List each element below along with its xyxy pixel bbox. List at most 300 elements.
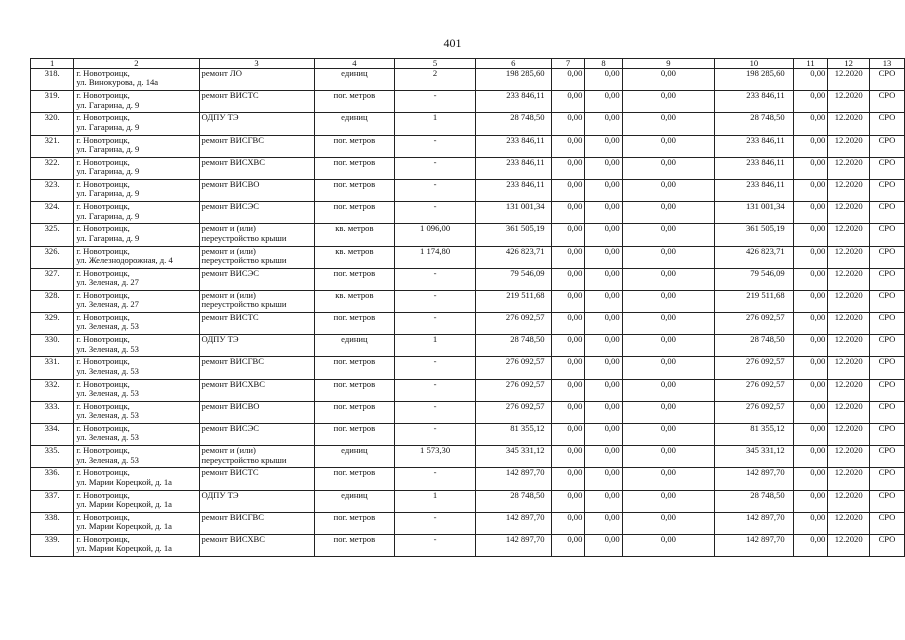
- owner-funds-cell: 28 748,50: [715, 113, 793, 135]
- address-cell: [74, 157, 199, 179]
- owner-funds-cell: 361 505,19: [715, 224, 793, 246]
- total-cost-cell: 233 846,11: [475, 179, 551, 201]
- work-type-cell: [199, 357, 314, 379]
- deadline-cell: 12.2020: [828, 468, 870, 490]
- unit-cell: единиц: [314, 490, 395, 512]
- address-street: ул. Зеленая, д. 53: [76, 343, 139, 354]
- unit-cell: пог. метров: [314, 157, 395, 179]
- work-type-cell: [199, 490, 314, 512]
- address-city: г. Новотроицк,: [76, 112, 130, 123]
- work-type-line1: ремонт и (или): [201, 223, 256, 234]
- fund-cell: 0,00: [622, 246, 715, 268]
- work-type-cell: [199, 69, 314, 91]
- total-cost-cell: 361 505,19: [475, 224, 551, 246]
- address-city: г. Новотроицк,: [76, 379, 130, 389]
- fund-cell: 0,00: [585, 401, 622, 423]
- fund-cell: 0,00: [622, 424, 715, 446]
- fund-cell: 0,00: [622, 91, 715, 113]
- work-type-cell: [199, 446, 314, 468]
- work-type-line1: ремонт ВИСЭС: [201, 201, 259, 212]
- fund-cell: 0,00: [622, 224, 715, 246]
- total-cost-cell: 233 846,11: [475, 91, 551, 113]
- owner-funds-cell: 142 897,70: [715, 468, 793, 490]
- work-type-cell: [199, 512, 314, 534]
- fund-cell: 0,00: [551, 424, 585, 446]
- column-number-row: [31, 59, 905, 69]
- address-street: ул. Зеленая, д. 27: [76, 277, 139, 288]
- work-type-line2: переустройство крыши: [201, 232, 287, 243]
- method-cell: СРО: [869, 401, 904, 423]
- work-type-line1: ОДПУ ТЭ: [201, 112, 239, 123]
- method-cell: СРО: [869, 290, 904, 312]
- total-cost-cell: 219 511,68: [475, 290, 551, 312]
- quantity-cell: -: [395, 179, 476, 201]
- column-number: 1: [31, 59, 74, 69]
- fund-cell: 0,00: [551, 357, 585, 379]
- work-type-cell: [199, 224, 314, 246]
- deadline-cell: 12.2020: [828, 357, 870, 379]
- method-cell: СРО: [869, 157, 904, 179]
- total-cost-cell: 28 748,50: [475, 335, 551, 357]
- row-number: 324.: [31, 202, 74, 224]
- quantity-cell: 1: [395, 335, 476, 357]
- fund-cell: 0,00: [585, 313, 622, 335]
- method-cell: СРО: [869, 69, 904, 91]
- fund-cell: 0,00: [551, 157, 585, 179]
- work-type-cell: [199, 424, 314, 446]
- fund-cell: 0,00: [622, 534, 715, 556]
- work-type-cell: [199, 91, 314, 113]
- address-cell: [74, 468, 199, 490]
- address-city: г. Новотроицк,: [76, 512, 130, 522]
- fund-cell: 0,00: [622, 268, 715, 290]
- address-cell: [74, 357, 199, 379]
- total-cost-cell: 276 092,57: [475, 357, 551, 379]
- deadline-cell: 12.2020: [828, 69, 870, 91]
- method-cell: СРО: [869, 357, 904, 379]
- address-city: г. Новотроицк,: [76, 135, 130, 145]
- fund-cell: 0,00: [585, 490, 622, 512]
- quantity-cell: 1 174,80: [395, 246, 476, 268]
- unit-cell: пог. метров: [314, 91, 395, 113]
- work-type-line2: переустройство крыши: [201, 299, 287, 310]
- address-city: г. Новотроицк,: [76, 157, 130, 167]
- deadline-cell: 12.2020: [828, 401, 870, 423]
- fund-cell: 0,00: [793, 290, 828, 312]
- fund-cell: 0,00: [585, 179, 622, 201]
- row-number: 325.: [31, 224, 74, 246]
- address-cell: [74, 224, 199, 246]
- work-type-line1: ремонт ВИСТС: [201, 90, 259, 101]
- address-street: ул. Марии Корецкой, д. 1а: [76, 476, 172, 487]
- quantity-cell: -: [395, 268, 476, 290]
- row-number: 336.: [31, 468, 74, 490]
- fund-cell: 0,00: [622, 290, 715, 312]
- fund-cell: 0,00: [551, 69, 585, 91]
- work-type-line1: ремонт ВИСХВС: [201, 157, 266, 167]
- method-cell: СРО: [869, 135, 904, 157]
- quantity-cell: -: [395, 534, 476, 556]
- fund-cell: 0,00: [622, 357, 715, 379]
- fund-cell: 0,00: [585, 512, 622, 534]
- fund-cell: 0,00: [585, 202, 622, 224]
- method-cell: СРО: [869, 468, 904, 490]
- fund-cell: 0,00: [551, 290, 585, 312]
- row-number: 328.: [31, 290, 74, 312]
- row-number: 339.: [31, 534, 74, 556]
- address-cell: [74, 401, 199, 423]
- fund-cell: 0,00: [622, 512, 715, 534]
- quantity-cell: -: [395, 379, 476, 401]
- unit-cell: пог. метров: [314, 202, 395, 224]
- table-row: [31, 446, 905, 468]
- address-city: г. Новотроицк,: [76, 68, 130, 78]
- address-street: ул. Зеленая, д. 53: [76, 321, 139, 332]
- unit-cell: пог. метров: [314, 313, 395, 335]
- deadline-cell: 12.2020: [828, 512, 870, 534]
- total-cost-cell: 198 285,60: [475, 69, 551, 91]
- address-cell: [74, 335, 199, 357]
- fund-cell: 0,00: [585, 69, 622, 91]
- owner-funds-cell: 345 331,12: [715, 446, 793, 468]
- row-number: 333.: [31, 401, 74, 423]
- fund-cell: 0,00: [793, 335, 828, 357]
- unit-cell: пог. метров: [314, 357, 395, 379]
- deadline-cell: 12.2020: [828, 490, 870, 512]
- address-street: ул. Зеленая, д. 53: [76, 365, 139, 376]
- fund-cell: 0,00: [793, 202, 828, 224]
- fund-cell: 0,00: [585, 135, 622, 157]
- work-type-cell: [199, 313, 314, 335]
- address-city: г. Новотроицк,: [76, 201, 130, 212]
- unit-cell: пог. метров: [314, 534, 395, 556]
- deadline-cell: 12.2020: [828, 335, 870, 357]
- fund-cell: 0,00: [551, 224, 585, 246]
- address-cell: [74, 268, 199, 290]
- work-type-cell: [199, 135, 314, 157]
- fund-cell: 0,00: [585, 157, 622, 179]
- unit-cell: единиц: [314, 113, 395, 135]
- fund-cell: 0,00: [551, 268, 585, 290]
- fund-cell: 0,00: [622, 313, 715, 335]
- work-type-line1: ремонт ВИСТС: [201, 312, 259, 323]
- work-type-cell: [199, 290, 314, 312]
- unit-cell: кв. метров: [314, 290, 395, 312]
- address-street: ул. Гагарина, д. 9: [76, 166, 140, 177]
- row-number: 327.: [31, 268, 74, 290]
- fund-cell: 0,00: [793, 468, 828, 490]
- address-city: г. Новотроицк,: [76, 423, 130, 433]
- total-cost-cell: 233 846,11: [475, 135, 551, 157]
- work-type-cell: [199, 157, 314, 179]
- owner-funds-cell: 276 092,57: [715, 379, 793, 401]
- work-type-line1: ремонт ВИСГВС: [201, 135, 264, 145]
- address-city: г. Новотроицк,: [76, 90, 130, 101]
- deadline-cell: 12.2020: [828, 313, 870, 335]
- register-table: [30, 58, 905, 557]
- column-number: 11: [793, 59, 828, 69]
- fund-cell: 0,00: [793, 313, 828, 335]
- total-cost-cell: 276 092,57: [475, 401, 551, 423]
- deadline-cell: 12.2020: [828, 135, 870, 157]
- address-cell: [74, 69, 199, 91]
- total-cost-cell: 142 897,70: [475, 512, 551, 534]
- row-number: 338.: [31, 512, 74, 534]
- fund-cell: 0,00: [622, 69, 715, 91]
- fund-cell: 0,00: [793, 401, 828, 423]
- owner-funds-cell: 276 092,57: [715, 313, 793, 335]
- method-cell: СРО: [869, 268, 904, 290]
- work-type-line1: ремонт ЛО: [201, 68, 242, 78]
- table-row: [31, 313, 905, 335]
- method-cell: СРО: [869, 446, 904, 468]
- fund-cell: 0,00: [585, 91, 622, 113]
- fund-cell: 0,00: [551, 179, 585, 201]
- work-type-line1: ремонт ВИСГВС: [201, 512, 264, 522]
- deadline-cell: 12.2020: [828, 534, 870, 556]
- fund-cell: 0,00: [793, 446, 828, 468]
- owner-funds-cell: 81 355,12: [715, 424, 793, 446]
- total-cost-cell: 233 846,11: [475, 157, 551, 179]
- deadline-cell: 12.2020: [828, 179, 870, 201]
- fund-cell: 0,00: [551, 313, 585, 335]
- address-street: ул. Марии Корецкой, д. 1а: [76, 521, 172, 532]
- work-type-line1: ремонт ВИСХВС: [201, 379, 266, 389]
- fund-cell: 0,00: [793, 91, 828, 113]
- column-number: 5: [395, 59, 476, 69]
- method-cell: СРО: [869, 246, 904, 268]
- address-cell: [74, 313, 199, 335]
- address-street: ул. Марии Корецкой, д. 1а: [76, 498, 172, 509]
- owner-funds-cell: 233 846,11: [715, 135, 793, 157]
- work-type-line1: ремонт и (или): [201, 246, 256, 256]
- column-number: 13: [869, 59, 904, 69]
- row-number: 318.: [31, 69, 74, 91]
- unit-cell: единиц: [314, 335, 395, 357]
- address-cell: [74, 379, 199, 401]
- owner-funds-cell: 233 846,11: [715, 157, 793, 179]
- method-cell: СРО: [869, 313, 904, 335]
- quantity-cell: -: [395, 468, 476, 490]
- table-row: [31, 179, 905, 201]
- address-street: ул. Винокурова, д. 14а: [76, 77, 159, 88]
- owner-funds-cell: 426 823,71: [715, 246, 793, 268]
- fund-cell: 0,00: [585, 113, 622, 135]
- address-cell: [74, 91, 199, 113]
- method-cell: СРО: [869, 202, 904, 224]
- address-city: г. Новотроицк,: [76, 334, 130, 345]
- fund-cell: 0,00: [585, 268, 622, 290]
- table-row: [31, 91, 905, 113]
- table-row: [31, 512, 905, 534]
- work-type-line1: ОДПУ ТЭ: [201, 490, 239, 500]
- fund-cell: 0,00: [622, 135, 715, 157]
- quantity-cell: -: [395, 512, 476, 534]
- fund-cell: 0,00: [793, 357, 828, 379]
- address-street: ул. Гагарина, д. 9: [76, 143, 140, 154]
- total-cost-cell: 28 748,50: [475, 113, 551, 135]
- method-cell: СРО: [869, 224, 904, 246]
- work-type-cell: [199, 534, 314, 556]
- total-cost-cell: 142 897,70: [475, 468, 551, 490]
- table-row: [31, 135, 905, 157]
- fund-cell: 0,00: [551, 335, 585, 357]
- quantity-cell: -: [395, 157, 476, 179]
- table-row: [31, 335, 905, 357]
- total-cost-cell: 276 092,57: [475, 379, 551, 401]
- unit-cell: пог. метров: [314, 135, 395, 157]
- quantity-cell: 1: [395, 113, 476, 135]
- address-street: ул. Гагарина, д. 9: [76, 99, 140, 110]
- column-number: 12: [828, 59, 870, 69]
- address-street: ул. Гагарина, д. 9: [76, 232, 140, 243]
- quantity-cell: -: [395, 91, 476, 113]
- fund-cell: 0,00: [793, 224, 828, 246]
- table-row: [31, 157, 905, 179]
- deadline-cell: 12.2020: [828, 424, 870, 446]
- unit-cell: пог. метров: [314, 424, 395, 446]
- address-city: г. Новотроицк,: [76, 223, 130, 234]
- fund-cell: 0,00: [551, 135, 585, 157]
- fund-cell: 0,00: [793, 268, 828, 290]
- quantity-cell: 1: [395, 490, 476, 512]
- fund-cell: 0,00: [622, 379, 715, 401]
- address-city: г. Новотроицк,: [76, 490, 130, 500]
- deadline-cell: 12.2020: [828, 202, 870, 224]
- fund-cell: 0,00: [585, 424, 622, 446]
- column-number: 6: [475, 59, 551, 69]
- table-row: [31, 401, 905, 423]
- fund-cell: 0,00: [622, 179, 715, 201]
- work-type-cell: [199, 113, 314, 135]
- work-type-cell: [199, 202, 314, 224]
- work-type-line1: ремонт ВИСВО: [201, 401, 260, 411]
- deadline-cell: 12.2020: [828, 268, 870, 290]
- fund-cell: 0,00: [551, 91, 585, 113]
- address-street: ул. Гагарина, д. 9: [76, 121, 140, 132]
- quantity-cell: -: [395, 401, 476, 423]
- table-row: [31, 224, 905, 246]
- fund-cell: 0,00: [622, 468, 715, 490]
- owner-funds-cell: 276 092,57: [715, 357, 793, 379]
- address-cell: [74, 290, 199, 312]
- table-row: [31, 113, 905, 135]
- address-street: ул. Зеленая, д. 53: [76, 454, 139, 465]
- fund-cell: 0,00: [585, 534, 622, 556]
- quantity-cell: -: [395, 313, 476, 335]
- work-type-cell: [199, 468, 314, 490]
- table-row: [31, 357, 905, 379]
- deadline-cell: 12.2020: [828, 113, 870, 135]
- unit-cell: пог. метров: [314, 468, 395, 490]
- table-row: [31, 490, 905, 512]
- work-type-cell: [199, 179, 314, 201]
- method-cell: СРО: [869, 335, 904, 357]
- work-type-cell: [199, 246, 314, 268]
- table-row: [31, 202, 905, 224]
- address-city: г. Новотроицк,: [76, 290, 130, 300]
- fund-cell: 0,00: [585, 335, 622, 357]
- address-street: ул. Железнодорожная, д. 4: [76, 254, 173, 265]
- address-street: ул. Зеленая, д. 53: [76, 432, 139, 443]
- owner-funds-cell: 142 897,70: [715, 534, 793, 556]
- column-number: 10: [715, 59, 793, 69]
- row-number: 335.: [31, 446, 74, 468]
- method-cell: СРО: [869, 113, 904, 135]
- work-type-line1: ремонт и (или): [201, 290, 256, 300]
- fund-cell: 0,00: [585, 446, 622, 468]
- owner-funds-cell: 142 897,70: [715, 512, 793, 534]
- work-type-line1: ремонт ВИСЭС: [201, 268, 259, 278]
- total-cost-cell: 28 748,50: [475, 490, 551, 512]
- work-type-line1: ремонт ВИСВО: [201, 179, 260, 189]
- fund-cell: 0,00: [585, 224, 622, 246]
- fund-cell: 0,00: [793, 135, 828, 157]
- fund-cell: 0,00: [622, 335, 715, 357]
- work-type-line2: переустройство крыши: [201, 254, 287, 265]
- table-row: [31, 468, 905, 490]
- column-number: 4: [314, 59, 395, 69]
- fund-cell: 0,00: [622, 490, 715, 512]
- row-number: 331.: [31, 357, 74, 379]
- column-number: 8: [585, 59, 622, 69]
- fund-cell: 0,00: [622, 157, 715, 179]
- fund-cell: 0,00: [551, 113, 585, 135]
- row-number: 320.: [31, 113, 74, 135]
- address-city: г. Новотроицк,: [76, 312, 130, 323]
- quantity-cell: -: [395, 424, 476, 446]
- address-street: ул. Зеленая, д. 53: [76, 410, 139, 421]
- row-number: 323.: [31, 179, 74, 201]
- address-city: г. Новотроицк,: [76, 356, 130, 367]
- fund-cell: 0,00: [622, 113, 715, 135]
- quantity-cell: -: [395, 135, 476, 157]
- deadline-cell: 12.2020: [828, 224, 870, 246]
- fund-cell: 0,00: [551, 446, 585, 468]
- fund-cell: 0,00: [585, 468, 622, 490]
- address-street: ул. Гагарина, д. 9: [76, 188, 140, 199]
- fund-cell: 0,00: [622, 446, 715, 468]
- owner-funds-cell: 79 546,09: [715, 268, 793, 290]
- fund-cell: 0,00: [793, 379, 828, 401]
- row-number: 332.: [31, 379, 74, 401]
- fund-cell: 0,00: [793, 113, 828, 135]
- table-row: [31, 379, 905, 401]
- deadline-cell: 12.2020: [828, 91, 870, 113]
- owner-funds-cell: 131 001,34: [715, 202, 793, 224]
- row-number: 337.: [31, 490, 74, 512]
- fund-cell: 0,00: [585, 357, 622, 379]
- row-number: 321.: [31, 135, 74, 157]
- unit-cell: пог. метров: [314, 268, 395, 290]
- row-number: 330.: [31, 335, 74, 357]
- address-cell: [74, 424, 199, 446]
- fund-cell: 0,00: [585, 246, 622, 268]
- unit-cell: пог. метров: [314, 379, 395, 401]
- page-number: 401: [443, 36, 462, 50]
- fund-cell: 0,00: [793, 424, 828, 446]
- unit-cell: пог. метров: [314, 512, 395, 534]
- address-cell: [74, 179, 199, 201]
- owner-funds-cell: 28 748,50: [715, 335, 793, 357]
- address-city: г. Новотроицк,: [76, 445, 130, 456]
- quantity-cell: -: [395, 202, 476, 224]
- method-cell: СРО: [869, 490, 904, 512]
- column-number: 2: [74, 59, 199, 69]
- total-cost-cell: 276 092,57: [475, 313, 551, 335]
- quantity-cell: 1 096,00: [395, 224, 476, 246]
- address-city: г. Новотроицк,: [76, 401, 130, 411]
